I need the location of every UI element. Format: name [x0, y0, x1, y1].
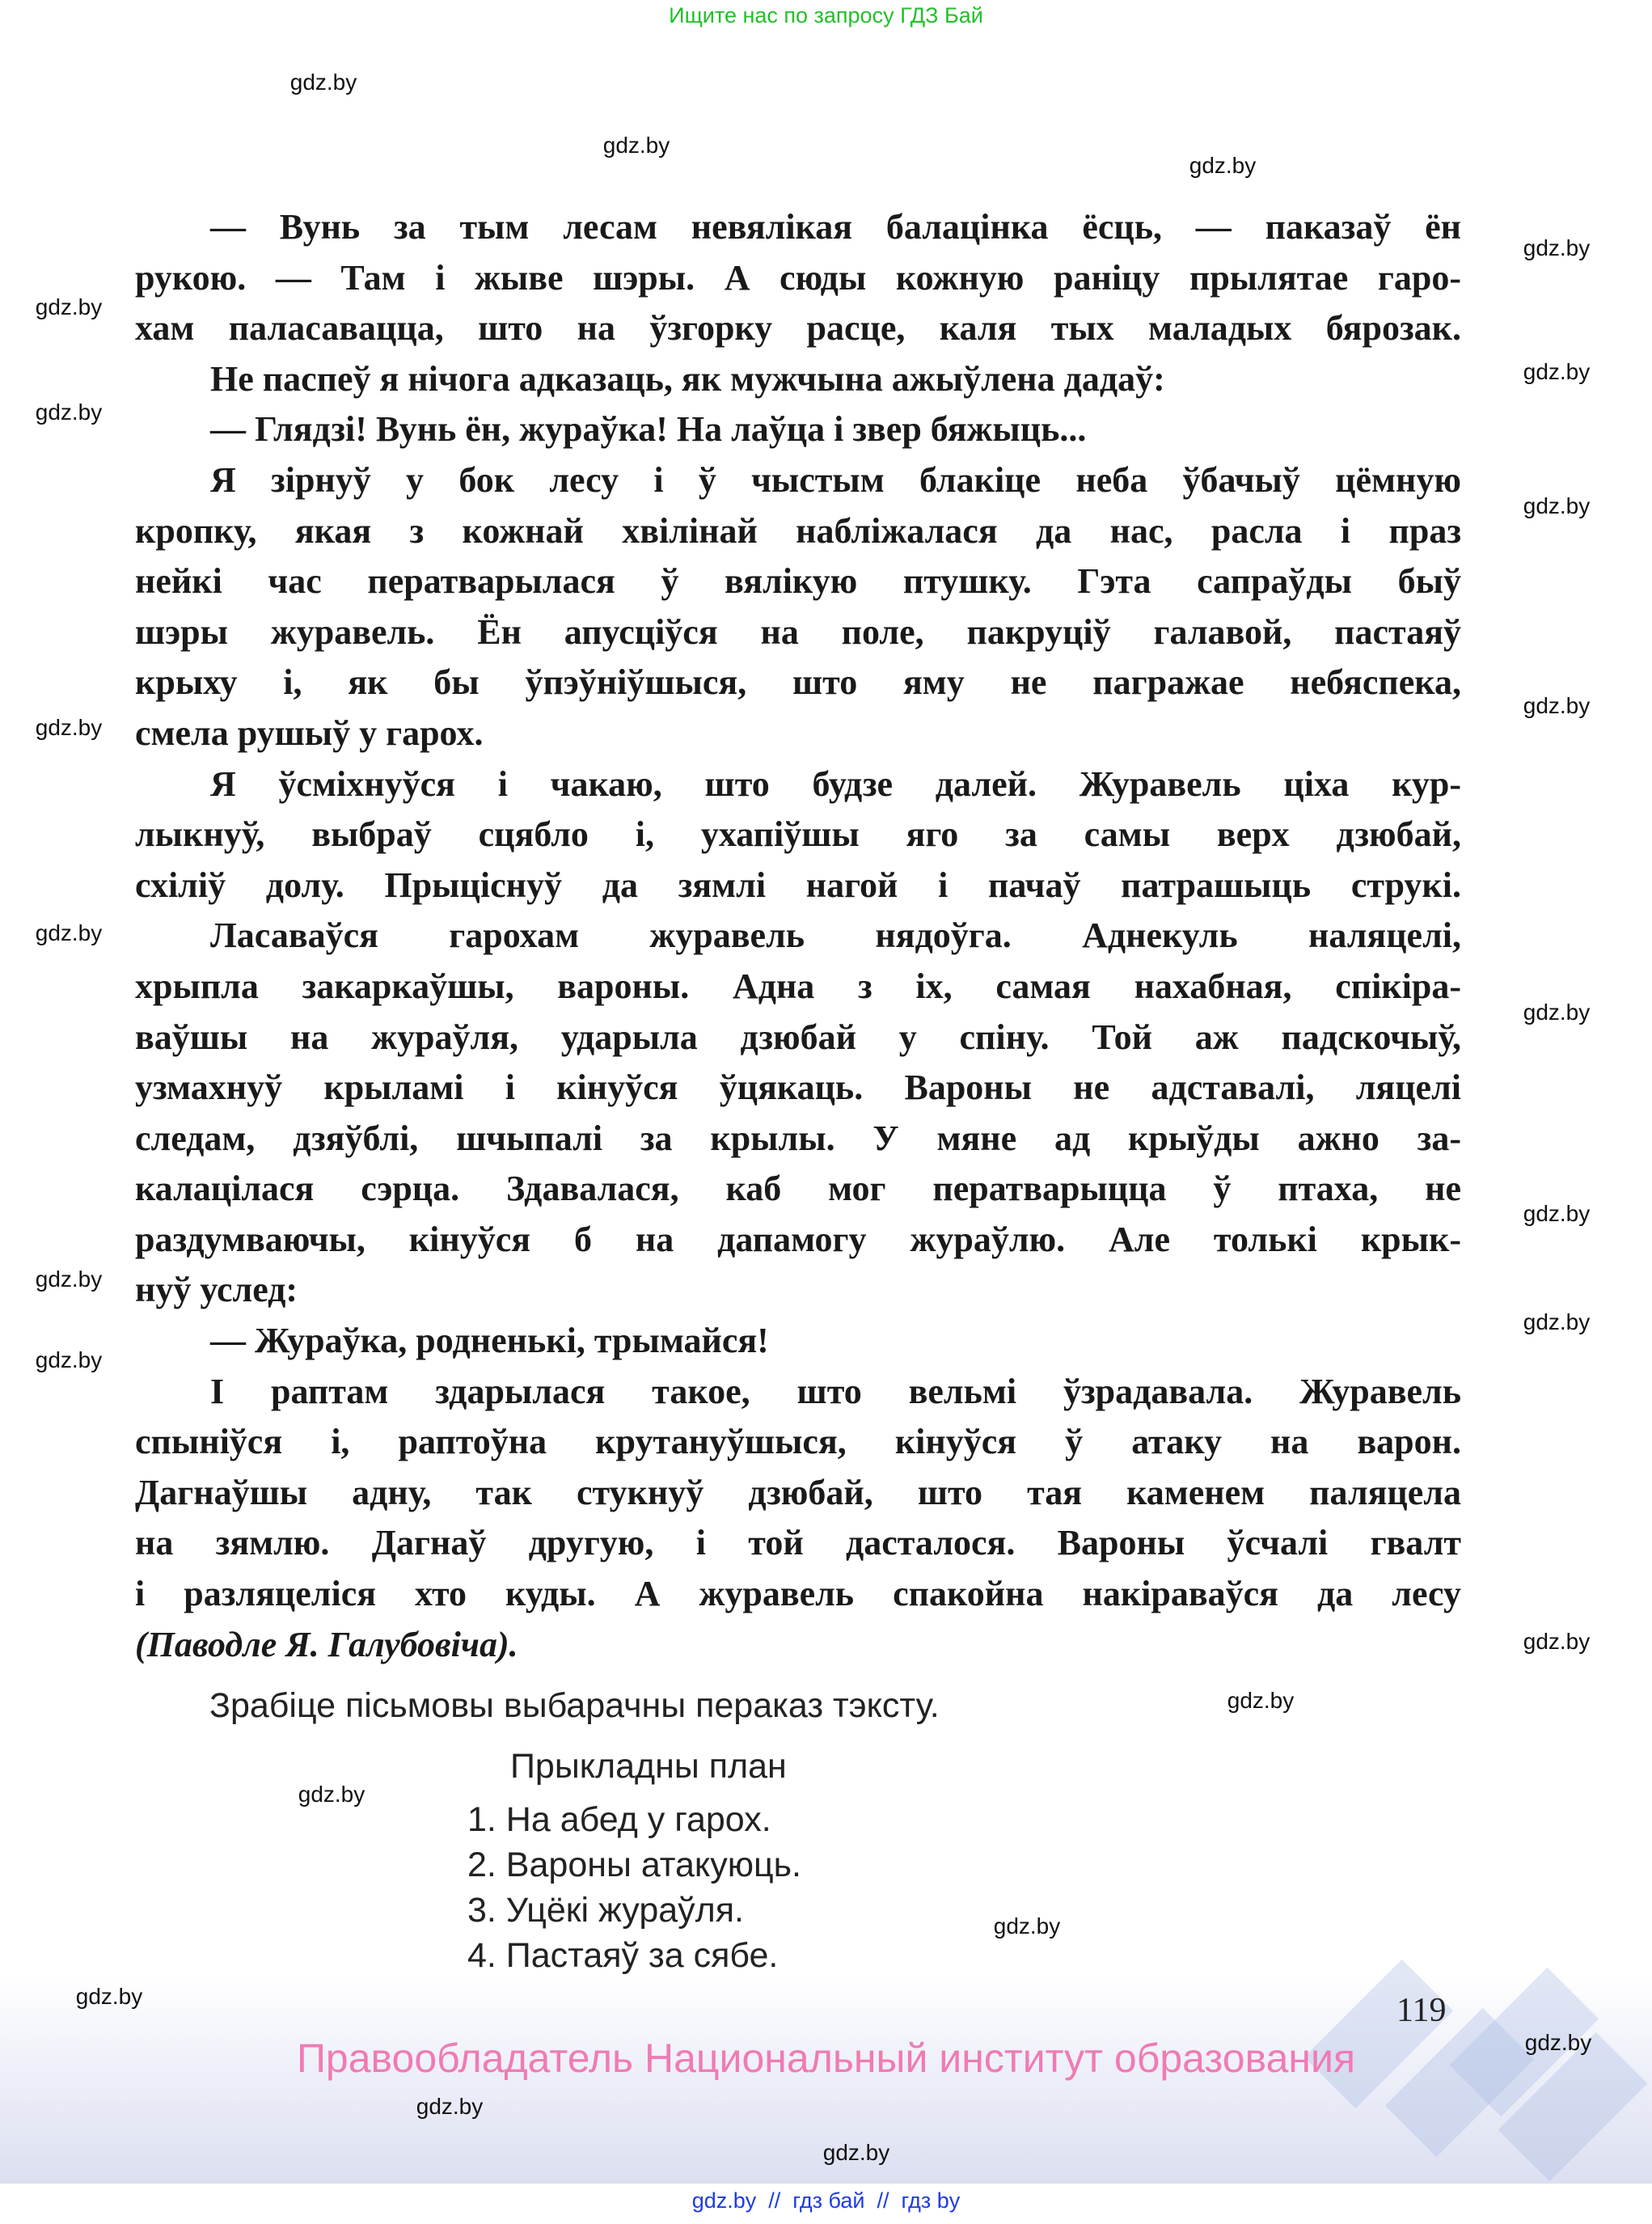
text-line: нейкі час ператварылася ў вялікую птушку. Гэта сапраўды быў — [135, 561, 1461, 602]
watermark: gdz.by — [1227, 1688, 1295, 1713]
watermark: gdz.by — [35, 1347, 103, 1372]
plan-list — [467, 1797, 801, 1978]
text-line: ваўшы на жураўля, ударыла дзюбай у спіну. Той аж падскочыў, — [135, 1017, 1461, 1057]
text-line: спыніўся і, раптоўна крутануўшыся, кінуўся ў атаку на варон. — [135, 1422, 1461, 1462]
page-number: 119 — [1396, 1992, 1447, 2029]
top-search-hint: Ищите нас по запросу ГДЗ Бай — [669, 3, 983, 27]
watermark: gdz.by — [602, 133, 670, 158]
text-line: — Вунь за тым лесам невялікая балацінка ёсць, — паказаў ён — [210, 207, 1461, 247]
watermark: gdz.by — [993, 1913, 1061, 1939]
watermark: gdz.by — [35, 294, 103, 319]
text-line: узмахнуў крыламі і кінуўся ўцякаць. Вароны не адставалі, ляцелі — [135, 1068, 1461, 1108]
watermark: gdz.by — [1523, 1309, 1591, 1334]
watermark: gdz.by — [1523, 1629, 1591, 1654]
text-line: на зямлю. Дагнаў другую, і той дасталося. Вароны ўсчалі гвалт — [135, 1523, 1461, 1563]
watermark: gdz.by — [822, 2140, 890, 2165]
plan-item: 4. Пастаяў за сябе. — [467, 1936, 779, 1975]
plan-item: 2. Вароны атакуюць. — [467, 1846, 801, 1884]
rights-holder-notice: Правообладатель Национальный институт образования — [296, 2036, 1356, 2081]
text-line: лыкнуў, выбраў сцябло і, ухапіўшы яго за самы верх дзюбай, — [135, 814, 1461, 855]
plan-item: 3. Уцёкі жураўля. — [467, 1891, 744, 1930]
plan-item: 1. На абед у гарох. — [467, 1800, 771, 1839]
text-line: Я зірнуў у бок лесу і ў чыстым блакіце неба ўбачыў цёмную — [210, 459, 1461, 500]
story-text — [135, 202, 1461, 1670]
text-line: раздумваючы, кінуўся б на дапамогу жураўлю. Але толькі крык- — [135, 1219, 1461, 1259]
text-line: следам, дзяўблі, шчыпалі за крылы. У мяне ад крыўды ажно за- — [135, 1118, 1461, 1158]
watermark: gdz.by — [35, 1266, 103, 1292]
watermark: gdz.by — [35, 715, 103, 740]
text-line: Ласаваўся гарохам журавель нядоўга. Аднекуль наляцелі, — [210, 915, 1461, 956]
text-line: смела рушыў у гарох. — [135, 712, 484, 753]
text-line: шэры журавель. Ён апусціўся на поле, пакруціў галавой, пастаяў — [135, 611, 1461, 652]
watermark: gdz.by — [289, 70, 357, 95]
watermark: gdz.by — [298, 1782, 365, 1807]
watermark: gdz.by — [1523, 359, 1591, 384]
text-line: хам паласавацца, што на ўзгорку расце, каля тых маладых бярозак. — [135, 308, 1461, 349]
source-attribution: (Паводле Я. Галубовіча). — [135, 1624, 518, 1664]
text-line: — Жураўка, родненькі, трымайся! — [210, 1321, 769, 1361]
text-line: і разляцеліся хто куды. А журавель спакойна накіраваўся да лесу — [135, 1574, 1461, 1614]
watermark: gdz.by — [1524, 2030, 1592, 2055]
watermark: gdz.by — [416, 2094, 484, 2119]
watermark: gdz.by — [35, 920, 103, 945]
text-line: — Глядзі! Вунь ён, жураўка! На лаўца і звер бяжыць... — [210, 409, 1087, 450]
text-line: І раптам здарылася такое, што вельмі ўзрадавала. Журавель — [210, 1371, 1461, 1411]
watermark: gdz.by — [1523, 235, 1591, 260]
watermark: gdz.by — [1523, 1201, 1591, 1226]
text-line: крыху і, як бы ўпэўніўшыся, што яму не пагражае небяспека, — [135, 662, 1461, 703]
text-line: хрыпла закаркаўшы, вароны. Адна з іх, самая нахабная, спікіра- — [135, 966, 1461, 1006]
text-line: нуў услед: — [135, 1270, 298, 1310]
watermark: gdz.by — [1189, 153, 1257, 178]
task-instruction: Зрабіце пісьмовы выбарачны пераказ тэксту. — [209, 1686, 940, 1725]
watermark: gdz.by — [1523, 493, 1591, 518]
plan-title: Прыкладны план — [510, 1747, 787, 1786]
text-line: калацілася сэрца. Здавалася, каб мог ператварыцца ў птаха, не — [135, 1169, 1461, 1209]
watermark: gdz.by — [1523, 693, 1591, 718]
text-line: Не паспеў я нічога адказаць, як мужчына ажыўлена дадаў: — [210, 358, 1165, 399]
bottom-links[interactable]: gdz.by // гдз бай // гдз by — [691, 2188, 961, 2213]
watermark: gdz.by — [75, 1984, 143, 2009]
text-line: схіліў долу. Прыціснуў да зямлі нагой і пачаў патрашыць струкі. — [135, 865, 1461, 905]
text-line: рукою. — Там і жыве шэры. А сюды кожную раніцу прылятае гаро- — [135, 257, 1461, 298]
watermark: gdz.by — [1523, 1000, 1591, 1025]
text-line: кропку, якая з кожнай хвілінай набліжалася да нас, расла і праз — [135, 510, 1461, 551]
watermark: gdz.by — [35, 400, 103, 425]
text-line: Я ўсміхнуўся і чакаю, што будзе далей. Журавель ціха кур- — [210, 763, 1461, 804]
text-line: Дагнаўшы адну, так стукнуў дзюбай, што тая каменем паляцела — [135, 1472, 1461, 1512]
